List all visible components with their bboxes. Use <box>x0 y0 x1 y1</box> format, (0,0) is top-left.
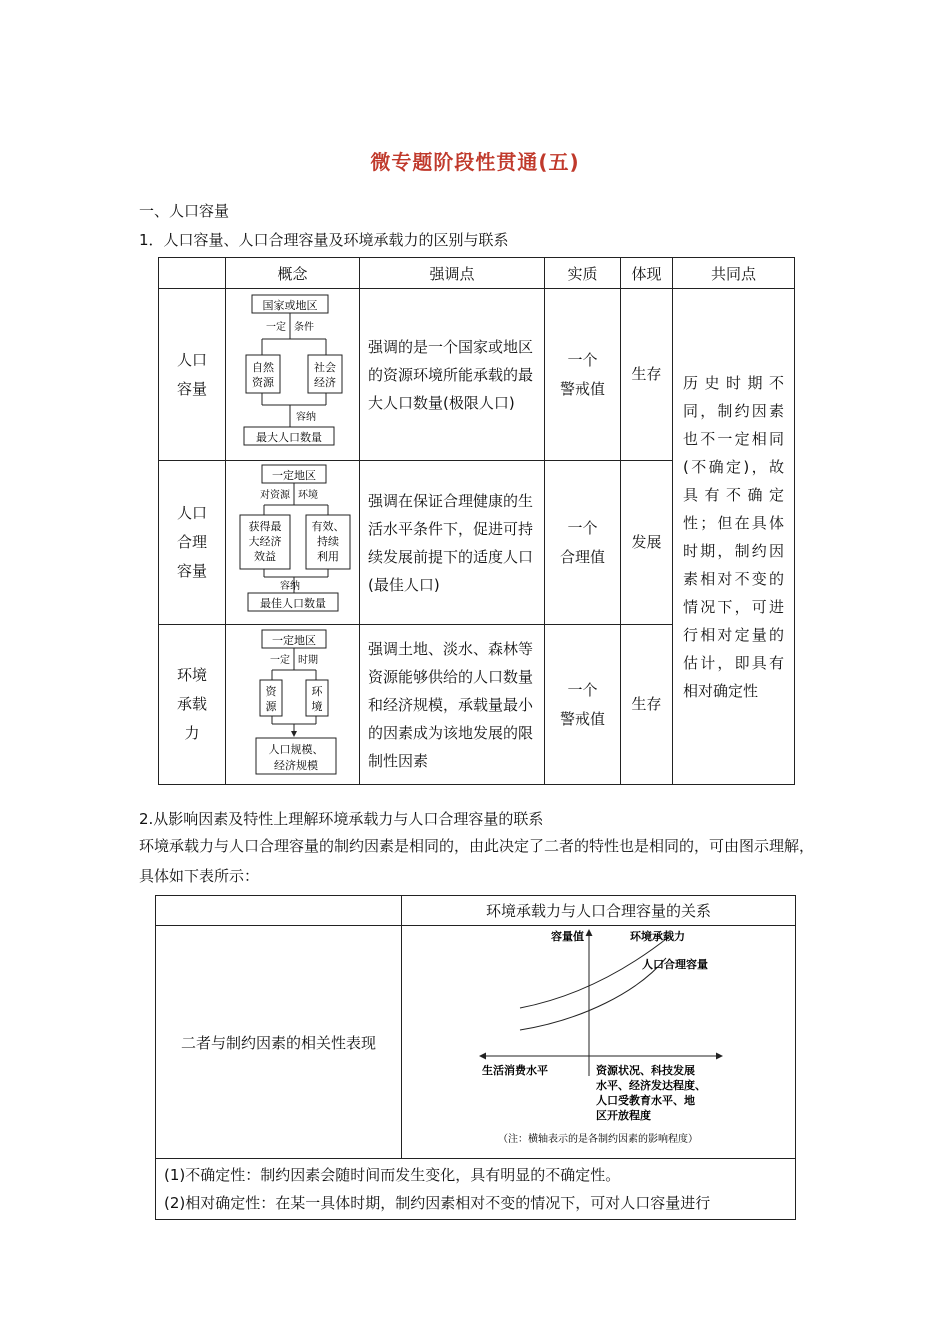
header-cell: 强调点 <box>360 258 545 289</box>
relationship-chart <box>402 926 795 1154</box>
diagram-link: 对资源 <box>260 489 290 501</box>
diagram-bottom: 最大人口数量 <box>256 430 322 444</box>
svg-text:资源: 资源 <box>252 375 274 389</box>
table-header-row <box>159 258 795 289</box>
row-label: 人口 容量 <box>159 289 226 461</box>
embody-cell: 生存 <box>621 289 673 461</box>
diagram-link: 一定 <box>270 654 290 666</box>
embody-cell: 生存 <box>621 625 673 785</box>
row-label: 二者与制约因素的相关性表现 <box>156 926 402 1159</box>
diagram-link2: 时期 <box>298 654 318 666</box>
svg-text:自然: 自然 <box>252 360 274 374</box>
header-cell: 概念 <box>226 258 360 289</box>
diagram-bottom: 最佳人口数量 <box>260 596 326 610</box>
svg-text:社会: 社会 <box>314 360 336 374</box>
diagram-link2: 条件 <box>294 321 314 333</box>
emphasis-cell: 强调在保证合理健康的生活水平条件下，促进可持续发展前提下的适度人口(最佳人口) <box>360 461 545 625</box>
diagram-mid: 容纳 <box>296 411 316 423</box>
header-cell <box>159 258 226 289</box>
header-cell: 实质 <box>545 258 621 289</box>
essence-cell: 一个 警戒值 <box>545 289 621 461</box>
note-uncertainty: (1)不确定性：制约因素会随时间而发生变化，具有明显的不确定性。 <box>164 1166 621 1184</box>
svg-text:源: 源 <box>265 699 277 713</box>
embody-cell: 发展 <box>621 461 673 625</box>
essence-cell: 一个 警戒值 <box>545 625 621 785</box>
svg-text:经济规模: 经济规模 <box>274 758 318 772</box>
diagram-link: 一定 <box>266 321 286 333</box>
item-heading-2: 2.从影响因素及特性上理解环境承载力与人口合理容量的联系 <box>139 810 544 828</box>
paragraph: 环境承载力与人口合理容量的制约因素是相同的，由此决定了二者的特性也是相同的，可由图示理解，具体如下表所示： <box>139 837 815 885</box>
x-axis-left-label: 生活消费水平 <box>482 1064 548 1077</box>
svg-text:经济: 经济 <box>314 375 336 389</box>
series-label-reasonable: 人口合理容量 <box>642 958 708 971</box>
svg-text:有效、: 有效、 <box>311 519 345 533</box>
flow-diagram-2 <box>226 463 359 619</box>
diagram-mid: 容纳 <box>280 580 300 592</box>
chart-cell <box>402 926 796 1159</box>
svg-text:获得最: 获得最 <box>248 519 282 533</box>
svg-text:资源状况、科技发展: 资源状况、科技发展 <box>596 1064 695 1077</box>
svg-text:资: 资 <box>265 684 277 698</box>
svg-text:大经济: 大经济 <box>248 534 282 548</box>
relationship-table <box>155 895 796 1220</box>
comparison-table <box>158 257 795 785</box>
svg-text:效益: 效益 <box>254 549 276 563</box>
svg-text:环: 环 <box>311 684 323 698</box>
essence-cell: 一个 合理值 <box>545 461 621 625</box>
section-heading: 一、人口容量 <box>139 202 230 220</box>
emphasis-cell: 强调土地、淡水、森林等资源能够供给的人口数量和经济规模，承载量最小的因素成为该地发展的限制性因素 <box>360 625 545 785</box>
svg-text:利用: 利用 <box>317 549 339 563</box>
series-line-capacity <box>520 936 670 1008</box>
diagram-top: 一定地区 <box>272 468 316 482</box>
table-row <box>159 289 795 461</box>
svg-text:区开放程度: 区开放程度 <box>596 1109 651 1122</box>
svg-text:持续: 持续 <box>317 534 339 548</box>
item-heading-1: 1．人口容量、人口合理容量及环境承载力的区别与联系 <box>139 231 509 249</box>
header-cell: 体现 <box>621 258 673 289</box>
row-label: 环境 承载 力 <box>159 625 226 785</box>
svg-text:人口规模、: 人口规模、 <box>268 742 324 756</box>
y-axis-label: 容量值 <box>551 930 584 943</box>
empty-header-cell <box>156 896 402 926</box>
flow-diagram-3 <box>226 628 359 778</box>
series-label-capacity: 环境承载力 <box>630 930 685 943</box>
diagram-top: 一定地区 <box>272 633 316 647</box>
notes-cell <box>156 1159 796 1220</box>
table-header-row <box>156 896 796 926</box>
concept-diagram <box>226 461 360 625</box>
svg-text:人口受教育水平、地: 人口受教育水平、地 <box>596 1094 695 1107</box>
concept-diagram <box>226 289 360 461</box>
svg-text:境: 境 <box>311 699 323 713</box>
table-row <box>156 926 796 1159</box>
emphasis-cell: 强调的是一个国家或地区的资源环境所能承载的最大人口数量(极限人口) <box>360 289 545 461</box>
row-label: 人口 合理 容量 <box>159 461 226 625</box>
note-relative-certainty: (2)相对确定性：在某一具体时期，制约因素相对不变的情况下，可对人口容量进行 <box>164 1194 711 1212</box>
concept-diagram <box>226 625 360 785</box>
page-title: 微专题阶段性贯通(五) <box>370 150 580 174</box>
diagram-top: 国家或地区 <box>262 298 318 312</box>
relationship-header: 环境承载力与人口合理容量的关系 <box>402 896 796 926</box>
table-row <box>156 1159 796 1220</box>
chart-note: （注：横轴表示的是各制约因素的影响程度） <box>498 1134 698 1145</box>
flow-diagram-1 <box>226 293 359 453</box>
diagram-link2: 环境 <box>298 489 318 501</box>
common-cell: 历史时期不同，制约因素也不一定相同(不确定)，故具有不确定性；但在具体时期，制约因素相对不变的情况下，可进行相对定量的估计，即具有相对确定性 <box>673 289 795 785</box>
svg-text:水平、经济发达程度、: 水平、经济发达程度、 <box>596 1079 706 1092</box>
header-cell: 共同点 <box>673 258 795 289</box>
